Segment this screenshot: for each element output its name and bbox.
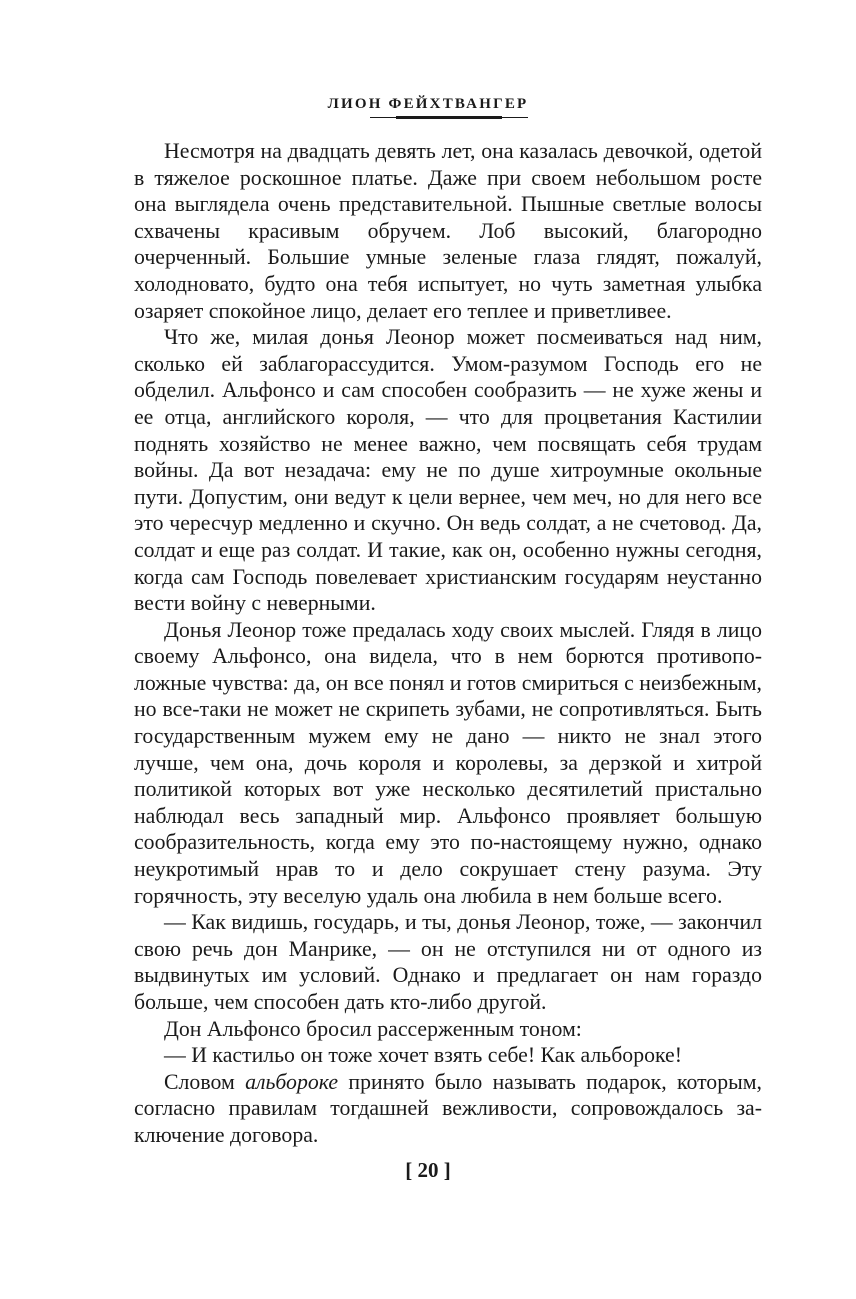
paragraph-7-end: принято было называть подарок, которым, согласно правилам тогдашней вежливости, сопровождалось заключение договора.: [134, 1069, 762, 1147]
paragraph-3: Донья Леонор тоже предалась ходу своих мыслей. Глядя в лицо своему Альфонсо, она видела, что в нем борются противоположные чувства: да, он все понял и готов смириться с неизбежным, но все-таки не может не скрипеть зубами, не сопротивляться. Быть государственным мужем ему не дано — никто не знал этого лучше, чем она, дочь короля и королевы, за дерзкой и хитрой политикой которых вот уже несколько десятилетий пристально наблюдал весь западный мир. Альфонсо проявляет большую сообразительность, когда ему это по-настоящему нужно, однако неукротимый нрав то и дело сокрушает стену разума. Эту горячность, эту веселую удаль она любила в нем больше всего.: [134, 617, 762, 908]
italic-term: альбороке: [245, 1069, 339, 1094]
running-head-title: ЛИОН ФЕЙХТВАНГЕР: [327, 96, 529, 112]
header-rule-accent: [396, 116, 502, 119]
paragraph-2: Что же, милая донья Леонор может посмеиваться над ним, сколько ей заблагорассудится. Умом-разумом Господь его не обделил. Альфонсо и сам способен сообразить — не хуже жены и ее отца, английского короля, — что для процветания Кастилии поднять хозяйство не менее важно, чем посвящать себя трудам войны. Да вот незадача: ему не по душе хитроумные окольные пути. Допустим, они ведут к цели вернее, чем меч, но для него все это чересчур медленно и скучно. Он ведь солдат, а не счетовод. Да, солдат и еще раз солдат. И такие, как он, особенно нужны сегодня, когда сам Господь повелевает христианским государям неустанно вести войну с неверными.: [134, 325, 762, 616]
paragraph-7-start: Словом: [164, 1069, 246, 1094]
paragraph-4: — Как видишь, государь, и ты, донья Леонор, тоже, — закончил свою речь дон Манрике, — он не отступился ни от одного из выдвинутых им условий. Однако и предлагает он нам гораздо больше, чем способен дать кто-либо другой.: [134, 910, 762, 1014]
paragraph-5: Дон Альфонсо бросил рассерженным тоном:: [164, 1016, 582, 1041]
body-text: [134, 138, 762, 1149]
paragraph-1: Несмотря на двадцать девять лет, она казалась девочкой, одетой в тяжелое роскошное платье. Даже при своем небольшом росте она выглядела очень представительной. Пышные светлые волосы схвачены красивым обручем. Лоб высокий, благородно очерченный. Большие умные зеленые глаза глядят, пожалуй, холодновато, будто она тебя испытует, но чуть заметная улыбка озаряет спокойное лицо, делает его теплее и приветливее.: [134, 139, 762, 323]
paragraph-6: — И кастильо он тоже хочет взять себе! Как альбороке!: [164, 1043, 682, 1068]
paragraph-7: [134, 1069, 762, 1149]
page-number: [ 20 ]: [405, 1158, 451, 1182]
running-head: [0, 93, 856, 113]
